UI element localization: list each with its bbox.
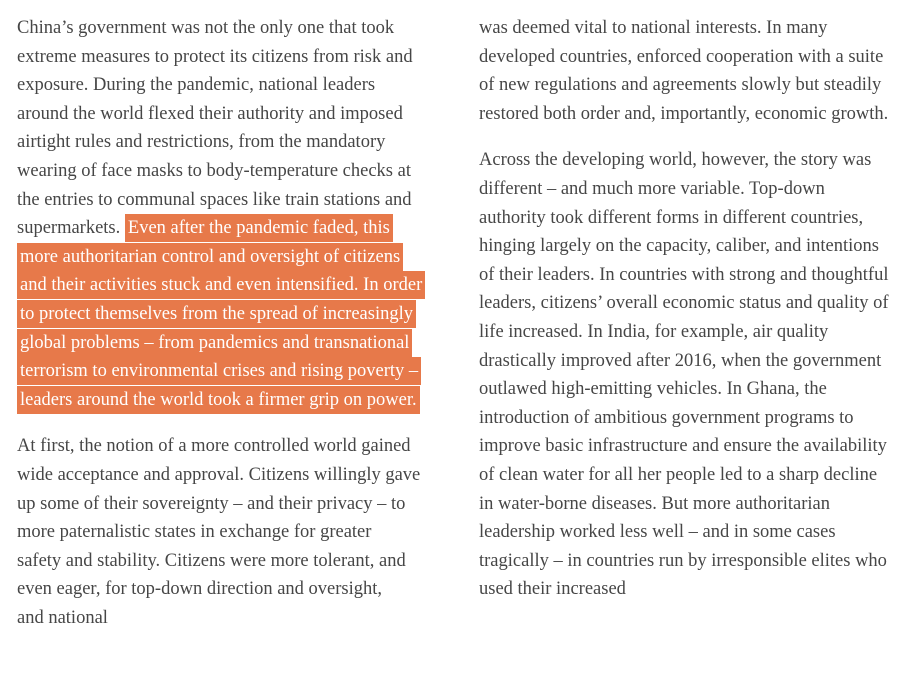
body-text: At first, the notion of a more controlled world gained wide acceptance and approval. Citizens willingly gave up some of their sovereignty – and their privacy – to more paternalistic states in exchange for greater safety and stability. Citizens were more tolerant, and even eager, for top-down direction and oversight, and national (17, 436, 421, 628)
text-column-right (479, 14, 889, 689)
highlighted-passage[interactable]: Even after the pandemic faded, this more authoritarian control and oversight of citizens and their activities stuck and even intensified. In order to protect themselves from the spread of increasingly global problems – from pandemics and transnational terrorism to environmental crises and rising poverty – leaders around the world took a firmer grip on power. (17, 214, 425, 414)
paragraph (17, 14, 427, 414)
paragraph (479, 146, 889, 604)
body-text: Across the developing world, however, the story was different – and much more variable. Top-down authority took different forms in different countries, hinging largely on the capacity, caliber, and intentions of their leaders. In countries with strong and thoughtful leaders, citizens’ overall economic status and quality of life increased. In India, for example, air quality drastically improved after 2016, when the government outlawed high-emitting vehicles. In Ghana, the introduction of ambitious government programs to improve basic infrastructure and ensure the availability of clean water for all her people led to a sharp decline in water-borne diseases. But more authoritarian leadership worked less well – and in some cases tragically – in countries run by irresponsible elites who used their increased (479, 150, 889, 600)
paragraph (17, 432, 427, 632)
paragraph (479, 14, 889, 128)
body-text: China’s government was not the only one that took extreme measures to protect its citizens from risk and exposure. During the pandemic, national leaders around the world flexed their authority and imposed airtight rules and restrictions, from the mandatory wearing of face masks to body-temperature checks at the entries to communal spaces like train stations and supermarkets. (17, 18, 413, 239)
body-text: was deemed vital to national interests. In many developed countries, enforced cooperation with a suite of new regulations and agreements slowly but steadily restored both order and, importantly, economic growth. (479, 18, 889, 124)
text-column-left (17, 14, 427, 689)
